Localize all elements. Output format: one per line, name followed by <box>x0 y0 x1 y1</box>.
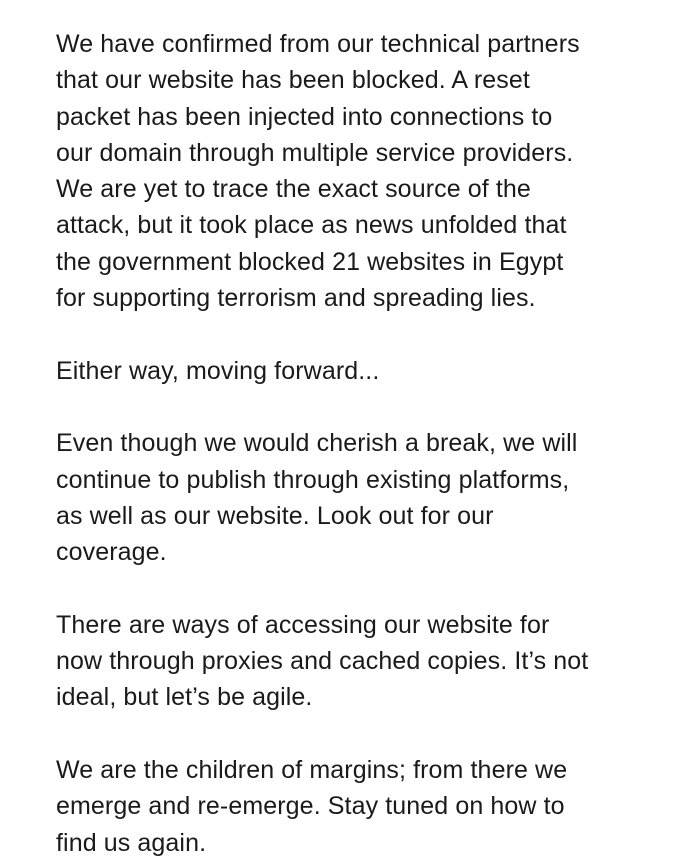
paragraph-moving-forward: Either way, moving forward... <box>56 356 380 385</box>
paragraph-continue-publishing: Even though we would cherish a break, we will continue to publish through existing platforms, as well as our website. Look out for our coverage. <box>56 429 578 567</box>
note-body <box>56 26 688 861</box>
paragraph-blocked-notice: We have confirmed from our technical partners that our website has been blocked. A reset packet has been injected into connections to our domain through multiple service providers. We are yet to trace the exact source of the attack, but it took place as news unfolded that the government blocked 21 websites in Egypt for supporting terrorism and spreading lies. <box>56 30 580 313</box>
paragraph-access-methods: There are ways of accessing our website for now through proxies and cached copies. It’s not ideal, but let’s be agile. <box>56 610 589 712</box>
paragraph-closing: We are the children of margins; from there we emerge and re-emerge. Stay tuned on how to find us again. <box>56 755 568 857</box>
